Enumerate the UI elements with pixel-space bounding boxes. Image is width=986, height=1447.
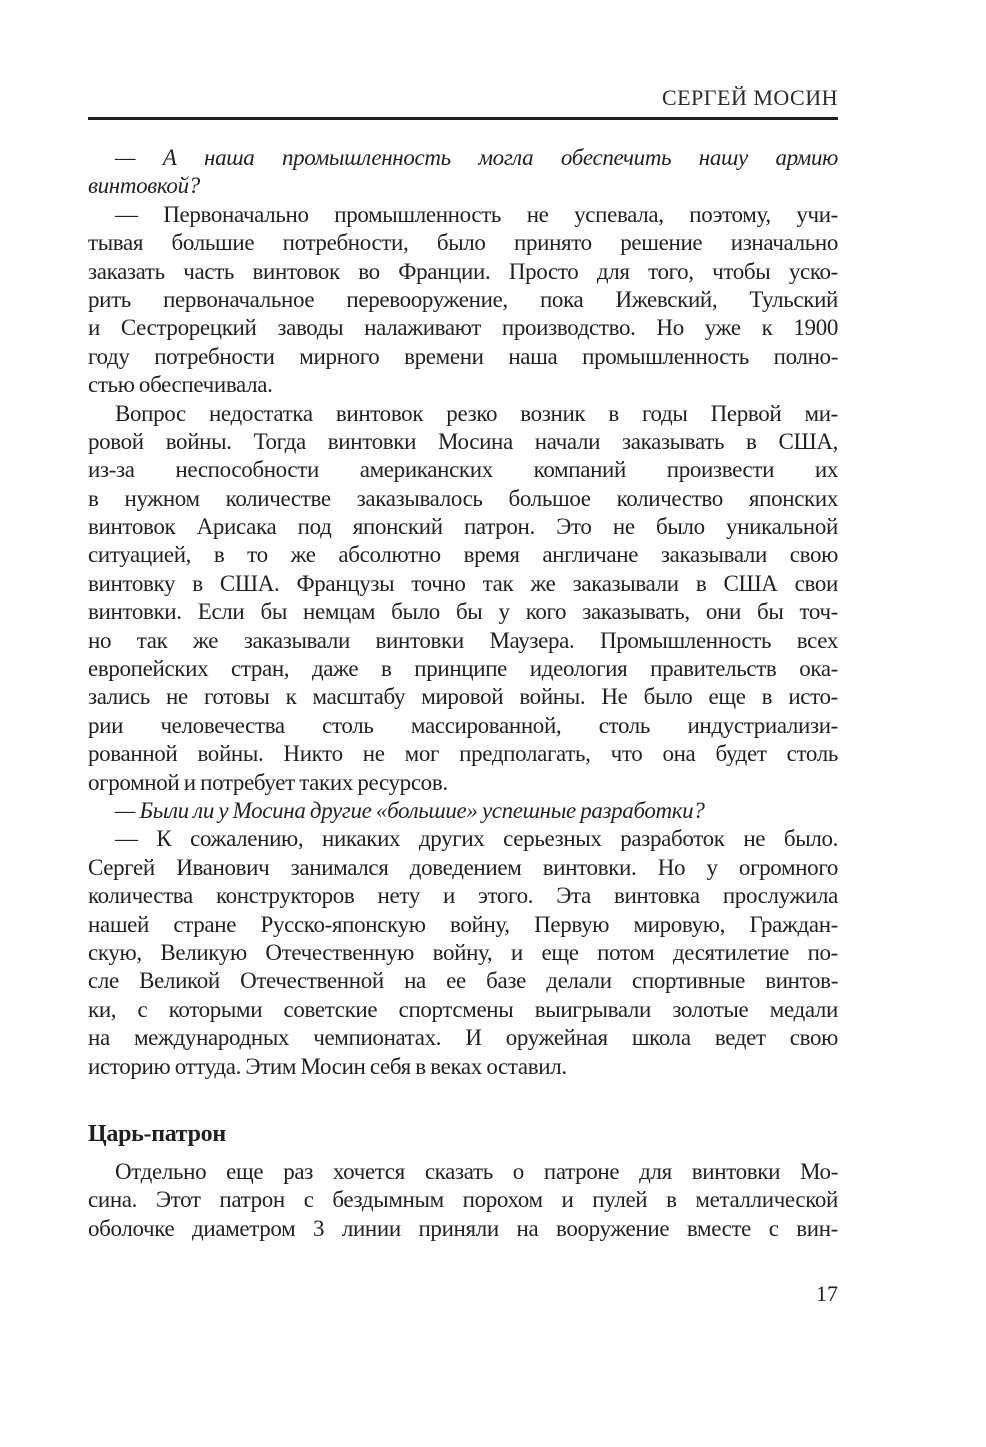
text-line: европейских стран, даже в принципе идеология правительств ока- [88, 656, 838, 682]
body-text [88, 144, 838, 1081]
text-line: ровой войны. Тогда винтовки Мосина начали заказывать в США, [88, 428, 838, 454]
text-line: году потребности мирного времени наша промышленность полно- [88, 343, 838, 369]
section-body-text [88, 1158, 838, 1243]
text-line: в нужном количестве заказывалось большое количество японских [88, 485, 838, 511]
text-line: зались не готовы к масштабу мировой войны. Не было еще в исто- [88, 684, 838, 710]
text-line: скую, Великую Отечественную войну, и еще потом десятилетие по- [88, 939, 838, 965]
text-line: винтовок Арисака под японский патрон. Это не было уникальной [88, 514, 838, 540]
text-line: Сергей Иванович занимался доведением винтовки. Но у огромного [88, 854, 838, 880]
text-line: нашей стране Русско-японскую войну, Первую мировую, Граждан- [88, 911, 838, 937]
text-line: заказать часть винтовок во Франции. Просто для того, чтобы уско- [88, 258, 838, 284]
text-line: рованной войны. Никто не мог предполагать, что она будет столь [88, 741, 838, 767]
text-line: количества конструкторов нету и этого. Эта винтовка прослужила [88, 883, 838, 909]
text-line: но так же заказывали винтовки Маузера. Промышленность всех [88, 627, 838, 653]
text-line: и Сестрорецкий заводы налаживают производство. Но уже к 1900 [88, 315, 838, 341]
text-line: винтовку в США. Французы точно так же заказывали в США свои [88, 570, 838, 596]
answer-line: — Первоначально промышленность не успевала, поэтому, учи- [115, 201, 838, 227]
header-rule [88, 117, 838, 120]
paragraph-line: Вопрос недостатка винтовок резко возник в годы Первой ми- [115, 400, 838, 426]
text-line: винтовки. Если бы немцам было бы у кого заказывать, они бы точ- [88, 599, 838, 625]
text-line: на международных чемпионатах. И оружейная школа ведет свою [88, 1025, 838, 1051]
page-number: 17 [816, 1281, 838, 1306]
text-line: рить первоначальное перевооружение, пока Ижевский, Тульский [88, 286, 838, 312]
text-line: рии человечества столь массированной, столь индустриализи- [88, 712, 838, 738]
answer-line: — К сожалению, никаких других серьезных разработок не было. [115, 826, 838, 852]
question-line: — А наша промышленность могла обеспечить нашу армию [115, 145, 838, 170]
question-line: — Были ли у Мосина другие «большие» успешные разработки? [115, 797, 705, 823]
text-line: ки, с которыми советские спортсмены выигрывали золотые медали [88, 996, 838, 1022]
text-line: стью обеспечивала. [88, 372, 273, 398]
text-line: сина. Этот патрон с бездымным порохом и пулей в металлической [88, 1187, 838, 1213]
running-head: СЕРГЕЙ МОСИН [661, 85, 838, 110]
text-line: сле Великой Отечественной на ее базе делали спортивные винтов- [88, 968, 838, 994]
text-line: из-за неспособности американских компаний произвести их [88, 457, 838, 483]
text-line: оболочке диаметром 3 линии приняли на вооружение вместе с вин- [88, 1215, 838, 1241]
text-line: огромной и потребует таких ресурсов. [88, 769, 448, 795]
text-line: ситуацией, в то же абсолютно время англичане заказывали свою [88, 542, 838, 568]
section-heading: Царь-патрон [88, 1121, 226, 1147]
paragraph-line: Отдельно еще раз хочется сказать о патроне для винтовки Мо- [115, 1159, 838, 1184]
text-line: историю оттуда. Этим Мосин себя в веках оставил. [88, 1053, 567, 1079]
question-line: винтовкой? [88, 173, 200, 199]
text-line: тывая большие потребности, было принято решение изначально [88, 230, 838, 256]
